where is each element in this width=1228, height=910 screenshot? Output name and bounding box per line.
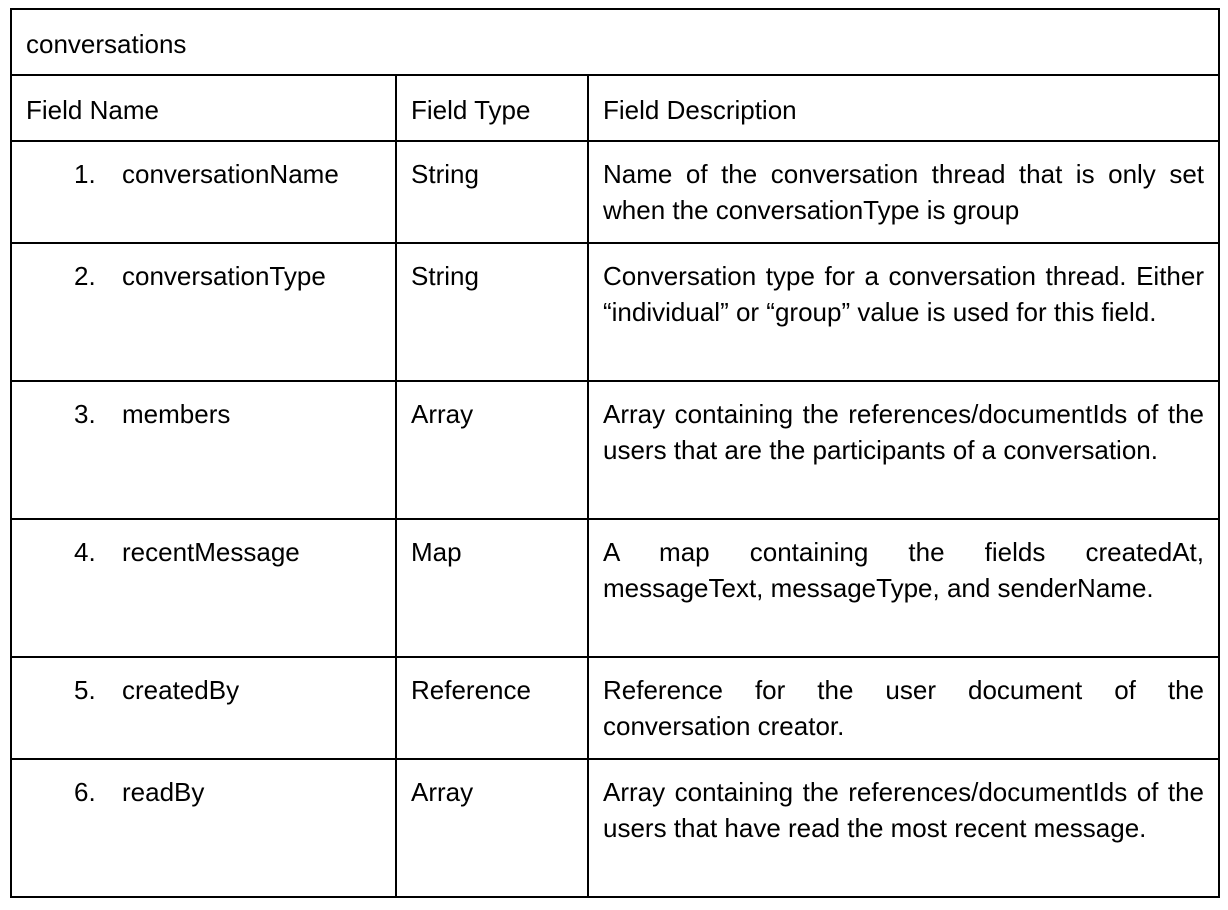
header-field-type: Field Type <box>396 75 588 141</box>
table-row <box>11 759 1219 897</box>
field-description: Conversation type for a conversation thread. Either “individual” or “group” value is used for this field. <box>588 243 1219 381</box>
header-field-name: Field Name <box>11 75 396 141</box>
table-row <box>11 657 1219 759</box>
field-name: conversationType <box>122 261 326 291</box>
field-description: Array containing the references/documentIds of the users that are the participants of a conversation. <box>588 381 1219 519</box>
field-name: createdBy <box>122 675 240 705</box>
table-row <box>11 243 1219 381</box>
table-row <box>11 519 1219 657</box>
schema-table <box>10 8 1220 898</box>
row-number: 5. <box>74 675 96 705</box>
row-number: 1. <box>74 159 96 189</box>
field-type: Array <box>396 759 588 897</box>
field-name-cell <box>11 759 396 897</box>
field-description: Name of the conversation thread that is only set when the conversationType is group <box>588 141 1219 243</box>
table-row <box>11 141 1219 243</box>
field-type: Reference <box>396 657 588 759</box>
field-name: conversationName <box>122 159 339 189</box>
field-name: readBy <box>122 777 205 807</box>
table-title-row <box>11 9 1219 75</box>
field-name-cell <box>11 519 396 657</box>
field-name-cell <box>11 243 396 381</box>
field-description: Reference for the user document of the conversation creator. <box>588 657 1219 759</box>
table-header-row <box>11 75 1219 141</box>
field-name-cell <box>11 657 396 759</box>
field-name: recentMessage <box>122 537 300 567</box>
row-number: 6. <box>74 777 96 807</box>
row-number: 4. <box>74 537 96 567</box>
field-type: Array <box>396 381 588 519</box>
field-name: members <box>122 399 231 429</box>
field-type: Map <box>396 519 588 657</box>
row-number: 2. <box>74 261 96 291</box>
field-name-cell <box>11 141 396 243</box>
field-type: String <box>396 243 588 381</box>
table-row <box>11 381 1219 519</box>
row-number: 3. <box>74 399 96 429</box>
header-field-description: Field Description <box>588 75 1219 141</box>
field-description: A map containing the fields createdAt, messageText, messageType, and senderName. <box>588 519 1219 657</box>
field-type: String <box>396 141 588 243</box>
table-title: conversations <box>11 9 1219 75</box>
field-description: Array containing the references/documentIds of the users that have read the most recent message. <box>588 759 1219 897</box>
field-name-cell <box>11 381 396 519</box>
